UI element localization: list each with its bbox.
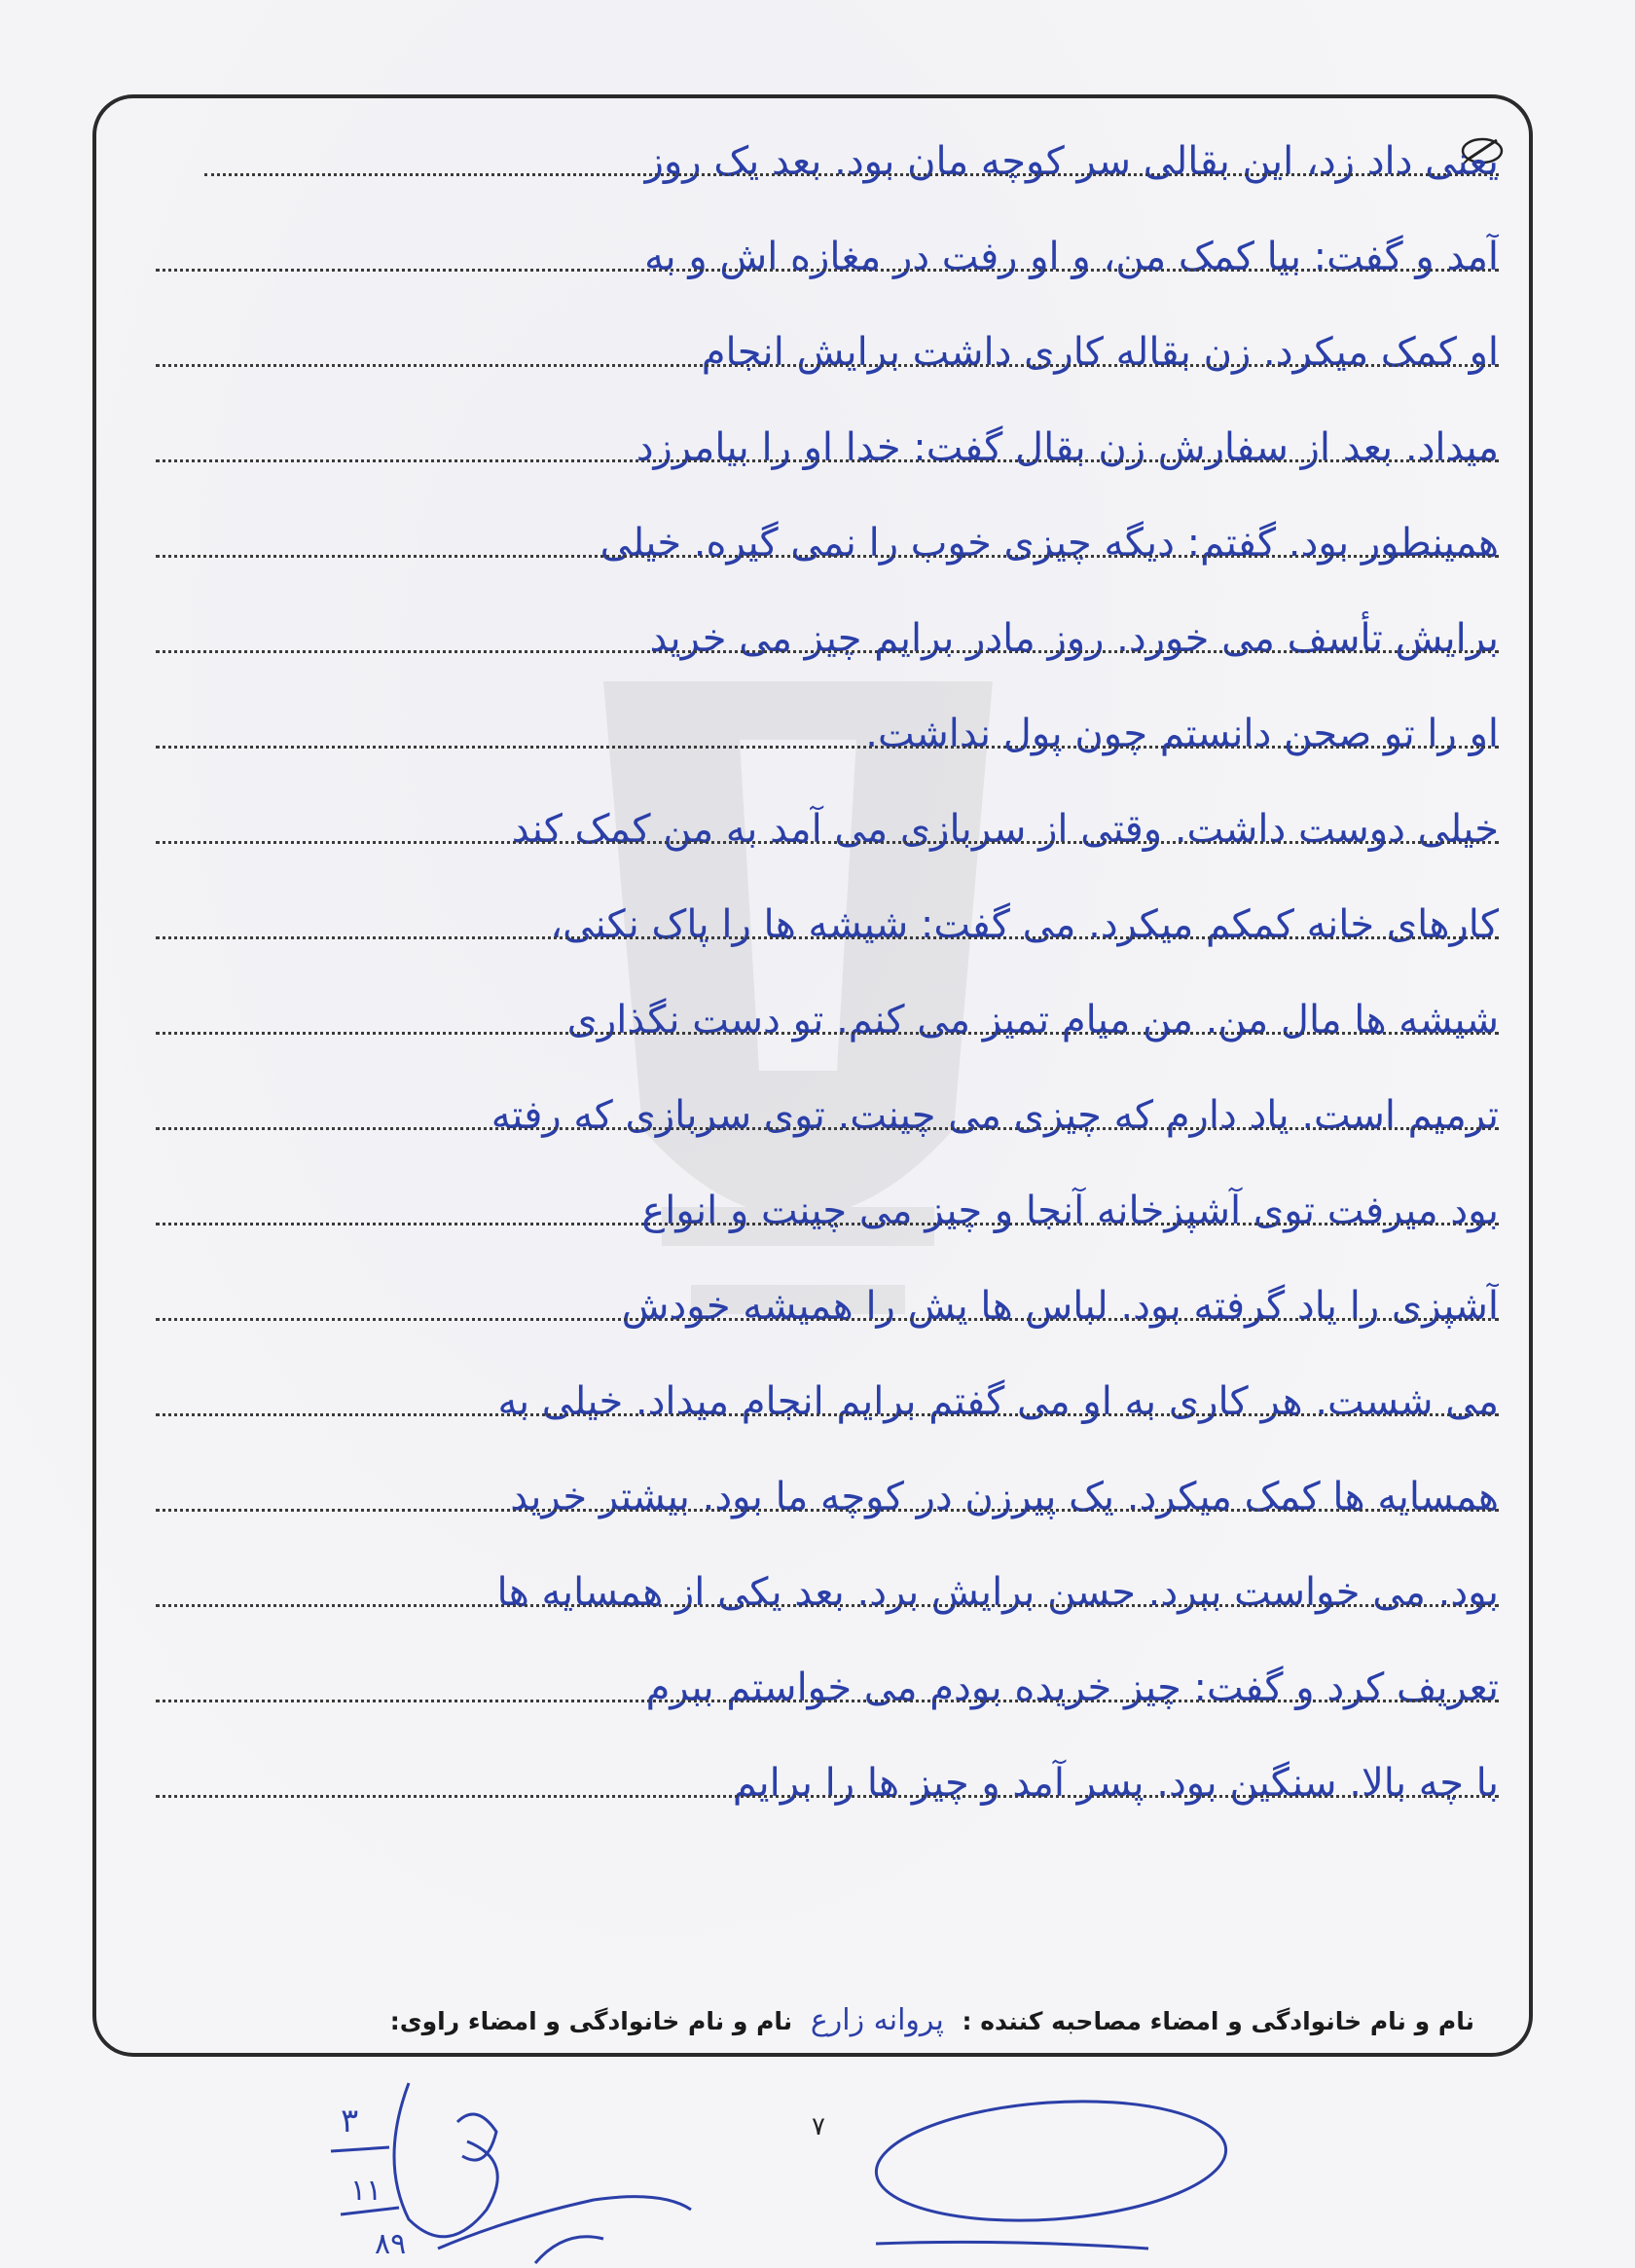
body-line-9: کارهای خانه کمکم میکرد. می گفت: شیشه ها را پاک نکنی، <box>550 902 1499 947</box>
body-line-8: خیلی دوست داشت. وقتی از سربازی می آمد به من کمک کند <box>511 807 1499 852</box>
dotted-guide <box>204 173 1499 176</box>
dotted-guide <box>156 746 1499 749</box>
dotted-guide <box>156 1700 1499 1702</box>
body-line-14: می شست. هر کاری به او می گفتم برایم انجام میداد. خیلی به <box>497 1379 1499 1424</box>
dotted-guide <box>156 650 1499 653</box>
dotted-guide <box>156 1413 1499 1416</box>
interviewer-label: نام و نام خانوادگی و امضاء مصاحبه کننده : <box>962 2007 1474 2035</box>
date-mark-year: ۸۹ <box>375 2227 407 2261</box>
date-mark-day: ۳ <box>341 2102 359 2140</box>
dotted-guide <box>156 1127 1499 1130</box>
dotted-guide <box>156 459 1499 462</box>
dotted-guide <box>156 1318 1499 1321</box>
body-line-16: بود. می خواست ببرد. حسن برایش برد. بعد یکی از همسایه ها <box>496 1570 1499 1615</box>
dotted-guide <box>156 1032 1499 1035</box>
dotted-guide <box>156 1509 1499 1512</box>
body-line-6: برایش تأسف می خورد. روز مادر برایم چیز می خرید <box>649 616 1499 661</box>
dotted-guide <box>156 936 1499 939</box>
body-line-12: بود میرفت توی آشپزخانه آنجا و چیز می چینت و انواع <box>641 1189 1499 1233</box>
body-line-4: میداد. بعد از سفارش زن بقال گفت: خدا او را بیامرزد <box>636 425 1499 470</box>
body-line-3: او کمک میکرد. زن بقاله کاری داشت برایش انجام <box>701 330 1499 375</box>
dotted-guide <box>156 269 1499 272</box>
body-line-1: یعنی داد زد، این بقالی سر کوچه مان بود. بعد یک روز <box>644 139 1499 184</box>
body-line-10: شیشه ها مال من. من میام تمیز می کنم. تو دست نگذاری <box>566 998 1499 1043</box>
narrator-signature <box>856 2093 1265 2268</box>
dotted-guide <box>156 841 1499 844</box>
body-line-5: همینطور بود. گفتم: دیگه چیزی خوب را نمی گیره. خیلی <box>600 521 1499 566</box>
dotted-guide <box>156 1604 1499 1607</box>
signature-footer <box>292 1997 1474 2044</box>
dotted-guide <box>156 555 1499 558</box>
body-line-2: آمد و گفت: بیا کمک من، و او رفت در مغازه اش و به <box>644 235 1499 279</box>
dotted-guide <box>156 1223 1499 1225</box>
date-mark-month: ۱۱ <box>350 2174 382 2208</box>
body-line-13: آشپزی را یاد گرفته بود. لباس ها یش را همیشه خودش <box>621 1284 1499 1329</box>
interviewer-signature <box>370 2073 701 2268</box>
body-line-11: ترمیم است. یاد دارم که چیزی می چینت. توی سربازی که رفته <box>490 1093 1499 1138</box>
dotted-guide <box>156 1795 1499 1798</box>
narrator-label: نام و نام خانوادگی و امضاء راوی: <box>389 2007 793 2035</box>
handwritten-body <box>146 117 1499 1966</box>
interviewer-name: پروانه زارع <box>810 2003 944 2037</box>
body-line-7: او را تو صحن دانستم چون پول نداشت. <box>865 712 1499 756</box>
page-number: ۷ <box>812 2112 825 2141</box>
dotted-guide <box>156 364 1499 367</box>
body-line-17: تعریف کرد و گفت: چیز خریده بودم می خواستم ببرم <box>645 1665 1499 1710</box>
body-line-15: همسایه ها کمک میکرد. یک پیرزن در کوچه ما بود. بیشتر خرید <box>510 1475 1499 1519</box>
body-line-18: با چه بالا. سنگین بود. پسر آمد و چیز ها را برایم <box>732 1761 1499 1806</box>
